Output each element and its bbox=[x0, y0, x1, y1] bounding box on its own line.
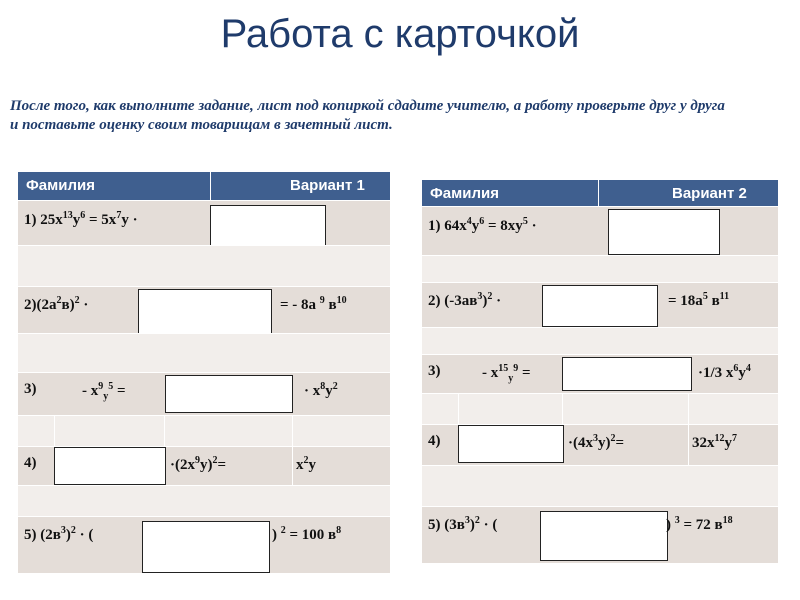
card1-row-4 bbox=[18, 446, 390, 485]
answer-box-2[interactable] bbox=[542, 285, 658, 327]
answer-box-5[interactable] bbox=[540, 511, 668, 561]
task-5-right: ) $^2$ = 100 $в^8$ bbox=[272, 525, 342, 543]
card2-row-5 bbox=[422, 506, 778, 563]
answer-box-4[interactable] bbox=[458, 425, 564, 463]
card1-row-3 bbox=[18, 372, 390, 415]
task-2-right: = $18a^5$ $в^{11}$ bbox=[668, 291, 730, 309]
instruction-text: После того, как выполните задание, лист под копиркой сдадите учителю, а работу проверьте друг у друга и поставьте оценку своим товарищам в зачетный лист. bbox=[10, 98, 725, 133]
answer-box-5[interactable] bbox=[142, 521, 270, 573]
task-4-right: $x^2y$ bbox=[296, 455, 316, 473]
answer-box-1[interactable] bbox=[608, 209, 720, 255]
card2-row-spacer bbox=[422, 465, 778, 506]
task-3-right: · $x^8y^2$ bbox=[304, 381, 338, 399]
task-3-left: - $x^{15}_y^9$ = bbox=[482, 363, 531, 384]
card1-row-spacer bbox=[18, 415, 390, 446]
surname-label: Фамилия bbox=[26, 177, 95, 194]
answer-box-3[interactable] bbox=[165, 375, 293, 413]
page-title: Работа с карточкой bbox=[220, 12, 580, 56]
card-variant-2 bbox=[422, 180, 778, 580]
card2-row-spacer bbox=[422, 255, 778, 282]
variant-label: Вариант 1 bbox=[290, 177, 365, 194]
task-5-right: ) $^3$ = 72 $в^{18}$ bbox=[666, 515, 733, 533]
task-4-right: $32x^{12}y^7$ bbox=[692, 433, 737, 451]
card2-header bbox=[422, 180, 778, 206]
answer-box-1[interactable] bbox=[210, 205, 326, 247]
card2-row-spacer bbox=[422, 393, 778, 424]
card1-row-2 bbox=[18, 286, 390, 333]
task-4-middle: $\cdot(2x^9y)^2=$ bbox=[170, 455, 227, 473]
answer-box-3[interactable] bbox=[562, 357, 692, 391]
task-2-left: 2) $(-3aв^3)^2$ · bbox=[428, 291, 502, 309]
task-2-right: = - 8a $^9$ $в^{10}$ bbox=[280, 295, 347, 313]
card2-row-3 bbox=[422, 354, 778, 393]
task-3-left: - $x^9_y^5$ = bbox=[82, 381, 126, 402]
card1-row-spacer bbox=[18, 245, 390, 286]
card1-header bbox=[18, 172, 390, 200]
surname-label: Фамилия bbox=[430, 185, 499, 202]
card2-row-4 bbox=[422, 424, 778, 465]
task-4-number: 4) bbox=[428, 433, 441, 449]
task-5-left: 5) $(2в^3)^2$ · ( bbox=[24, 525, 94, 543]
card1-row-5 bbox=[18, 516, 390, 573]
card1-row-1 bbox=[18, 200, 390, 245]
answer-box-2[interactable] bbox=[138, 289, 272, 335]
task-1-text: 1) $64x^4y^6 = 8xy^5$ · bbox=[428, 216, 537, 234]
variant-label: Вариант 2 bbox=[672, 185, 747, 202]
task-3-right: ·1/3 $x^6y^4$ bbox=[698, 363, 751, 381]
task-4-number: 4) bbox=[24, 455, 37, 471]
card-variant-1 bbox=[18, 172, 390, 572]
card2-row-2 bbox=[422, 282, 778, 327]
card1-row-spacer bbox=[18, 485, 390, 516]
task-3-number: 3) bbox=[428, 363, 441, 379]
task-2-left: $2)(2a^2в)^2$ · bbox=[24, 295, 89, 313]
task-4-middle: $\cdot(4x^3y)^2=$ bbox=[568, 433, 625, 451]
task-3-number: 3) bbox=[24, 381, 37, 397]
answer-box-4[interactable] bbox=[54, 447, 166, 485]
card2-row-1 bbox=[422, 206, 778, 255]
card2-row-spacer bbox=[422, 327, 778, 354]
card1-row-spacer bbox=[18, 333, 390, 372]
task-1-text: 1) $25x^{13}y^6 = 5x^7y$ · bbox=[24, 210, 138, 228]
task-5-left: 5) $(3в^3)^2$ · ( bbox=[428, 515, 498, 533]
